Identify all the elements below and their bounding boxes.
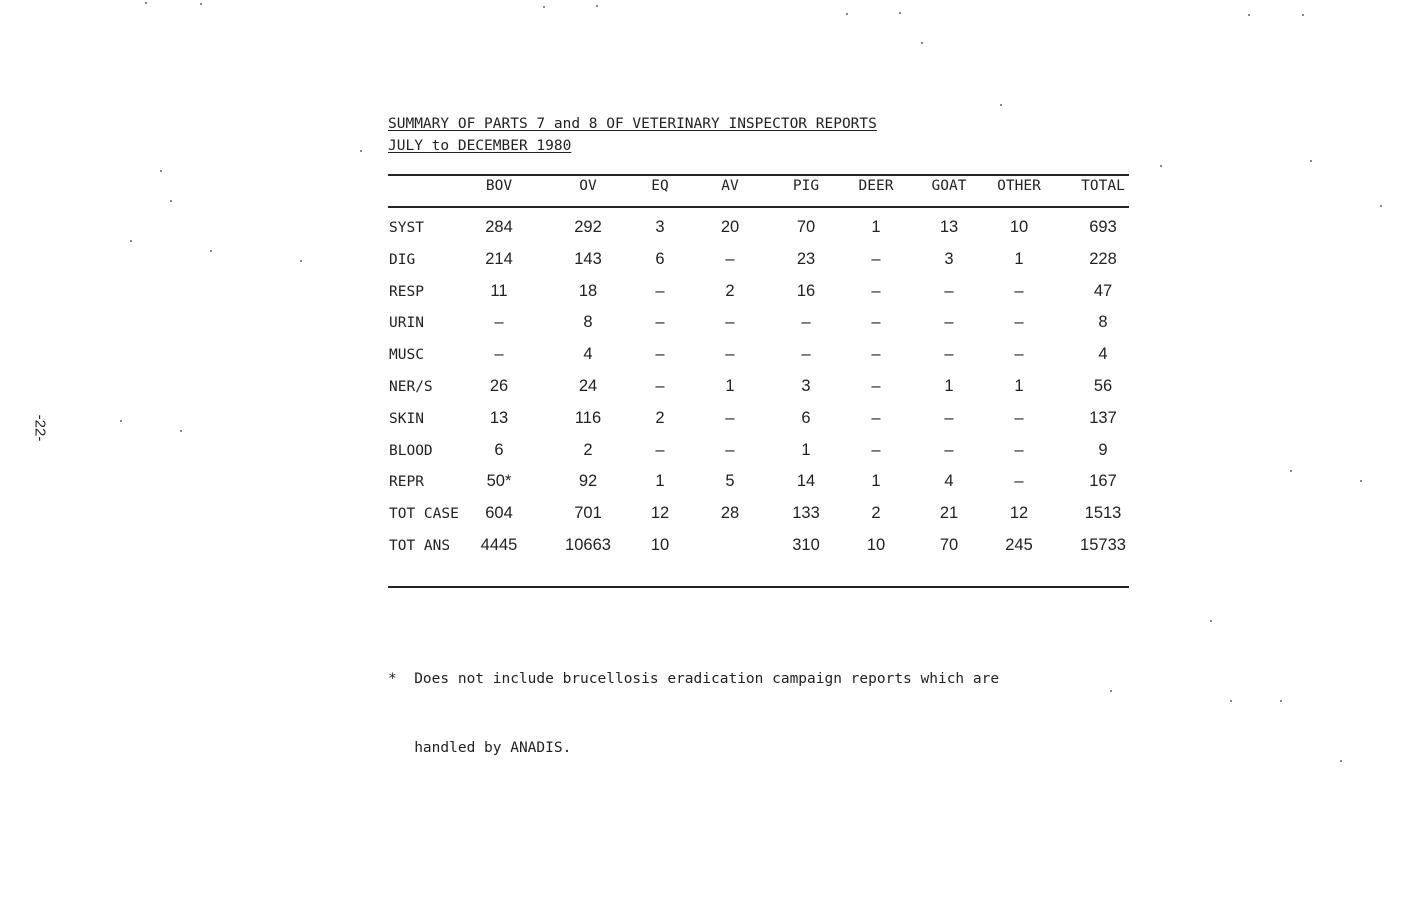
column-header-bov: BOV [485, 178, 513, 194]
table-cell: – [725, 249, 735, 268]
row-label: BLOOD [389, 442, 433, 459]
scan-speck [1290, 470, 1292, 472]
scan-speck [899, 12, 901, 14]
table-cell: 15733 [1080, 536, 1126, 554]
table-cell: 3 [801, 377, 811, 395]
table-cell: – [494, 345, 504, 364]
scan-speck [130, 240, 132, 242]
table-cell: 13 [939, 218, 959, 236]
table-cell: 70 [939, 536, 959, 554]
table-cell: – [1014, 440, 1024, 459]
table-cell: – [871, 313, 881, 332]
table-cell: 1 [871, 472, 881, 491]
table-cell: 50* [486, 472, 512, 491]
title-line-1: SUMMARY OF PARTS 7 and 8 OF VETERINARY INSPECTOR REPORTS [388, 116, 877, 132]
table-cell: 5 [725, 472, 735, 491]
table-cell: 693 [1089, 218, 1117, 236]
title-line-2: JULY to DECEMBER 1980 [388, 138, 572, 154]
table-cell: – [494, 313, 504, 332]
table-cell: 10 [650, 536, 670, 554]
table-cell: – [1014, 408, 1024, 427]
column-header-av: AV [721, 178, 739, 194]
table-cell: 292 [574, 218, 602, 236]
footnote-line-2: handled by ANADIS. [388, 740, 572, 756]
scan-speck [1110, 690, 1112, 692]
table-cell: 23 [796, 249, 816, 268]
table-cell: 1 [725, 377, 735, 395]
table-cell: 4 [583, 345, 593, 364]
table-cell: 70 [796, 218, 816, 236]
scan-speck [1310, 160, 1312, 162]
table-top-rule [388, 174, 1129, 176]
table-cell: 310 [792, 536, 820, 554]
scan-speck [200, 3, 202, 5]
table-cell: 9 [1098, 440, 1108, 459]
table-cell: – [1014, 345, 1024, 364]
row-label: SKIN [389, 410, 424, 427]
scan-speck [1302, 14, 1304, 16]
table-cell: – [871, 377, 881, 395]
table-cell: – [801, 345, 811, 364]
scan-speck [120, 420, 122, 422]
column-header-goat: GOAT [931, 178, 967, 194]
table-cell: 133 [792, 504, 820, 523]
table-cell: 13 [489, 408, 509, 427]
column-header-eq: EQ [651, 178, 669, 194]
table-cell: – [944, 281, 954, 300]
table-cell: 8 [1098, 313, 1108, 332]
row-label: RESP [389, 283, 424, 300]
table-cell: 167 [1089, 472, 1117, 491]
table-cell: 1513 [1084, 504, 1122, 523]
table-header-rule [388, 206, 1129, 208]
table-cell: 28 [720, 504, 740, 523]
table-cell: – [725, 313, 735, 332]
table-cell: 4445 [480, 536, 518, 554]
scan-speck [846, 13, 848, 15]
table-cell: – [1014, 472, 1024, 491]
table-cell: – [1014, 281, 1024, 300]
table-cell: 1 [1014, 249, 1024, 268]
scan-speck [360, 150, 362, 152]
row-label: NER/S [389, 379, 433, 395]
table-cell: 245 [1005, 536, 1033, 554]
table-cell: 10 [866, 536, 886, 554]
row-label: DIG [389, 251, 416, 268]
scan-speck [1230, 700, 1232, 702]
table-cell: – [655, 440, 665, 459]
table-cell: – [1014, 313, 1024, 332]
table-cell: – [944, 440, 954, 459]
column-header-ov: OV [579, 178, 597, 194]
table-cell: 6 [494, 440, 504, 459]
scan-speck [180, 430, 182, 432]
table-cell: 228 [1089, 249, 1117, 268]
table-cell: – [725, 345, 735, 364]
page-number: -22- [31, 414, 49, 442]
table-cell: 10 [1009, 218, 1029, 236]
table-cell: – [801, 313, 811, 332]
scan-speck [145, 2, 147, 4]
scan-speck [160, 170, 162, 172]
scan-speck [596, 5, 598, 7]
table-cell: 47 [1093, 281, 1113, 300]
table-cell: 2 [871, 504, 881, 523]
scan-speck [1280, 700, 1282, 702]
table-cell: 8 [583, 313, 593, 332]
scan-speck [1360, 480, 1362, 482]
scan-speck [300, 260, 302, 262]
table-cell: 26 [489, 377, 509, 395]
table-cell: 143 [574, 249, 602, 268]
table-cell: 1 [655, 472, 665, 491]
table-cell: 701 [574, 504, 602, 523]
row-label: TOT ANS [389, 538, 451, 554]
table-cell: 92 [578, 472, 598, 491]
table-cell: – [725, 440, 735, 459]
table-cell: 56 [1093, 377, 1113, 395]
scan-speck [1210, 620, 1212, 622]
table-cell: 21 [939, 504, 959, 523]
table-cell: 12 [1009, 504, 1029, 523]
scan-speck [170, 200, 172, 202]
table-cell: 18 [578, 281, 598, 300]
table-cell: 4 [944, 472, 954, 491]
table-cell: 4 [1098, 345, 1108, 364]
table-cell: 604 [485, 504, 513, 523]
footnote [388, 622, 999, 783]
scan-speck [921, 42, 923, 44]
table-cell: 24 [578, 377, 598, 395]
table-cell: – [944, 345, 954, 364]
table-cell: – [655, 377, 665, 395]
table-cell: – [944, 313, 954, 332]
table-cell: 1 [1014, 377, 1024, 395]
table-bottom-rule [388, 586, 1129, 588]
column-header-total: TOTAL [1081, 178, 1125, 194]
scan-speck [210, 250, 212, 252]
table-cell: – [871, 408, 881, 427]
row-label: REPR [389, 474, 424, 491]
scan-speck [543, 6, 545, 8]
column-header-other: OTHER [997, 178, 1041, 194]
table-cell: 214 [485, 249, 513, 268]
table-cell: 137 [1089, 408, 1117, 427]
table-cell: – [655, 313, 665, 332]
report-title [388, 113, 877, 157]
footnote-line-1: * Does not include brucellosis eradication campaign reports which are [388, 671, 1000, 687]
table-cell: 116 [574, 408, 602, 427]
table-cell: 1 [871, 218, 881, 236]
table-cell: 2 [655, 408, 665, 427]
column-header-deer: DEER [858, 178, 894, 194]
table-cell: – [725, 408, 735, 427]
row-label: MUSC [389, 347, 424, 364]
scan-speck [1380, 205, 1382, 207]
table-cell: 1 [944, 377, 954, 395]
table-cell: – [871, 281, 881, 300]
scan-speck [1000, 104, 1002, 106]
table-cell: 12 [650, 504, 670, 523]
table-cell: 3 [655, 218, 665, 236]
row-label: URIN [389, 315, 424, 332]
table-cell: – [871, 440, 881, 459]
table-cell: 2 [583, 440, 593, 459]
scan-speck [1248, 14, 1250, 16]
row-label: TOT CASE [389, 506, 459, 523]
table-cell: 11 [490, 281, 508, 300]
table-cell: 2 [725, 281, 735, 300]
table-cell: – [871, 249, 881, 268]
column-header-pig: PIG [792, 178, 820, 194]
table-cell: – [944, 408, 954, 427]
table-cell: 20 [720, 218, 740, 236]
table-cell: 284 [485, 218, 513, 236]
table-cell: 10663 [565, 536, 611, 554]
scan-speck [1340, 760, 1342, 762]
table-cell: 16 [796, 281, 816, 300]
table-cell: 14 [796, 472, 816, 491]
table-cell: 6 [655, 249, 665, 268]
table-cell: 6 [801, 408, 811, 427]
row-label: SYST [389, 220, 424, 236]
table-cell: 1 [801, 440, 811, 459]
table-cell: – [871, 345, 881, 364]
scan-speck [1160, 165, 1162, 167]
table-cell: – [655, 345, 665, 364]
table-cell: 3 [944, 249, 954, 268]
table-cell: – [655, 281, 665, 300]
